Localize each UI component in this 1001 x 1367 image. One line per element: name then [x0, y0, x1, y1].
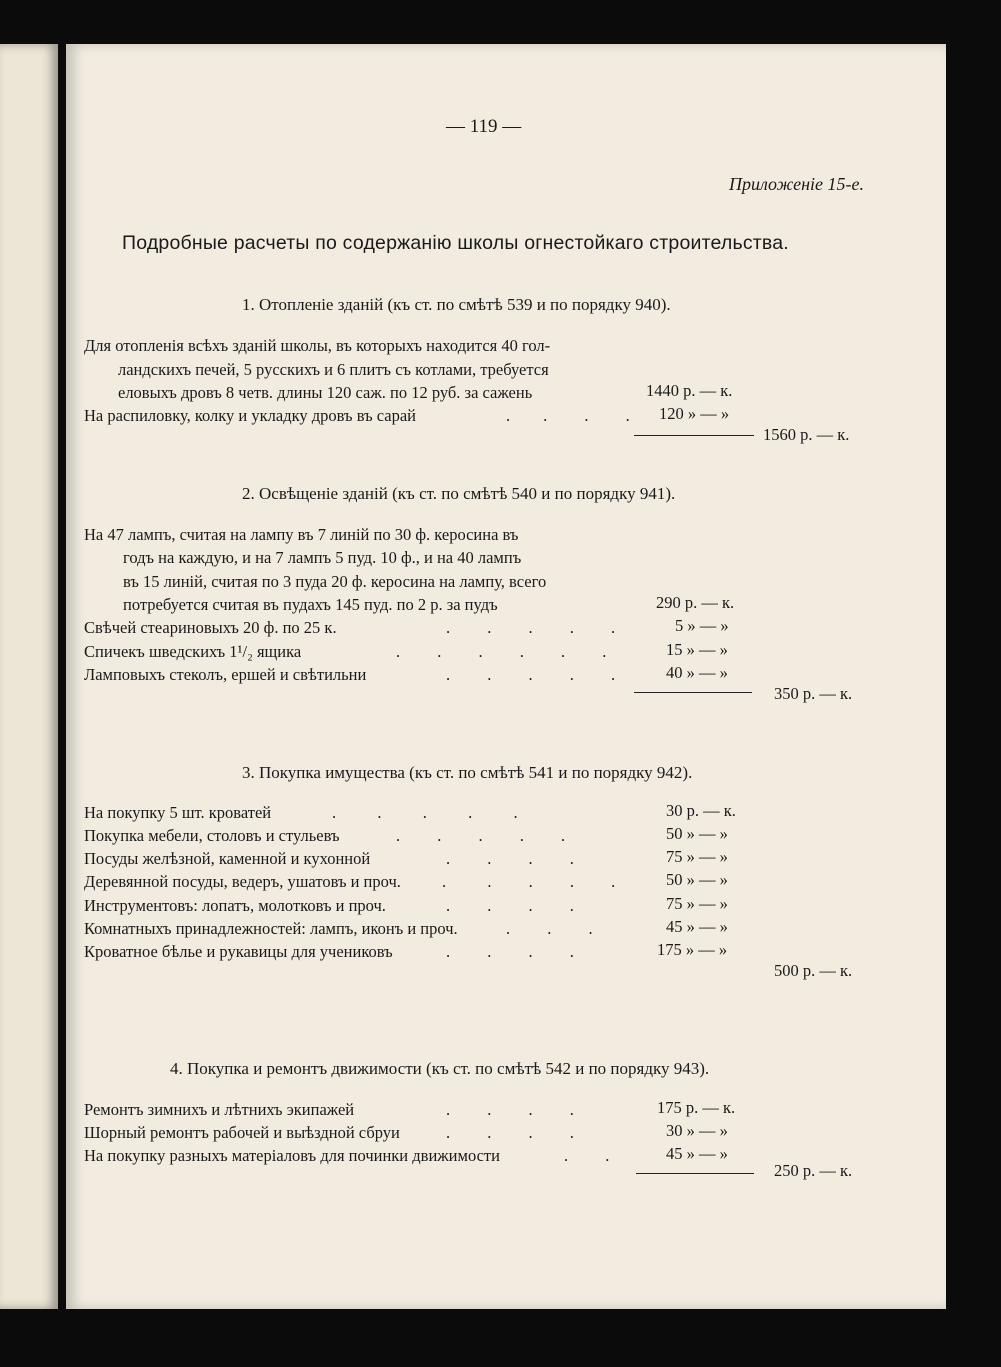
leader-dots: . . . . [446, 1123, 574, 1142]
section-2-line: Ламповыхъ стеколъ, ершей и свѣтильни [84, 665, 367, 684]
section-3-amount: 30 р. — к. [666, 801, 736, 820]
section-3-line: Комнатныхъ принадлежностей: лампъ, иконъ и проч. [84, 919, 458, 938]
section-2-line: На 47 лампъ, считая на лампу въ 7 линій по 30 ф. керосина въ [84, 525, 519, 544]
section-3-line: На покупку 5 шт. кроватей [84, 803, 272, 822]
section-4-total: 250 р. — к. [774, 1161, 853, 1180]
section-3-amount: 75 » — » [666, 894, 728, 913]
section-1-amount: 120 » — » [659, 404, 730, 423]
section-2-line: Свѣчей стеариновыхъ 20 ф. по 25 к. [84, 618, 337, 637]
leader-dots: . . . . [446, 849, 574, 868]
section-3-amount: 75 » — » [666, 847, 728, 866]
section-3-amount: 50 » — » [666, 824, 728, 843]
section-3-total: 500 р. — к. [774, 961, 853, 980]
section-2-line: годъ на каждую, и на 7 лампъ 5 пуд. 10 ф., и на 40 лампъ [123, 548, 522, 567]
section-3-line: Покупка мебели, столовъ и стульевъ [84, 826, 340, 845]
section-1-amount: 1440 р. — к. [646, 381, 733, 400]
section-2-line: Спичекъ шведскихъ 1¹/₂ ящика [84, 642, 302, 661]
book-page [66, 44, 946, 1309]
section-1-heading: 1. Отопленіе зданій (къ ст. по смѣтѣ 539 и по порядку 940). [242, 295, 671, 314]
leader-dots: . . . . . [446, 665, 616, 684]
section-3-amount: 50 » — » [666, 870, 728, 889]
leader-dots: . . [564, 1146, 610, 1165]
section-1-line: На распиловку, колку и укладку дровъ въ сарай [84, 406, 416, 425]
leader-dots: . . . . [446, 896, 574, 915]
section-1-total: 1560 р. — к. [763, 425, 850, 444]
sum-rule [634, 435, 754, 436]
leader-dots: . . . . [446, 1100, 574, 1119]
document-title: Подробные расчеты по содержанію школы огнестойкаго строительства. [122, 232, 789, 254]
section-2-heading: 2. Освѣщеніе зданій (къ ст. по смѣтѣ 540 и по порядку 941). [242, 484, 676, 503]
section-1-line: Для отопленія всѣхъ зданій школы, въ которыхъ находится 40 гол- [84, 336, 551, 355]
section-3-line: Инструментовъ: лопатъ, молотковъ и проч. [84, 896, 386, 915]
section-2-amount: 5 » — » [675, 616, 729, 635]
section-2-total: 350 р. — к. [774, 684, 853, 703]
leader-dots: . . . . [446, 942, 574, 961]
section-3-heading: 3. Покупка имущества (къ ст. по смѣтѣ 541 и по порядку 942). [242, 763, 693, 782]
section-4-heading: 4. Покупка и ремонтъ движимости (къ ст. по смѣтѣ 542 и по порядку 943). [170, 1059, 710, 1078]
section-4-amount: 45 » — » [666, 1144, 728, 1163]
section-4-line: Ремонтъ зимнихъ и лѣтнихъ экипажей [84, 1100, 355, 1119]
section-2-amount: 290 р. — к. [656, 593, 735, 612]
leader-dots: . . . . . [332, 803, 518, 822]
leader-dots: . . . . . [396, 826, 566, 845]
section-1-line: ландскихъ печей, 5 русскихъ и 6 плитъ съ котлами, требуется [118, 360, 549, 379]
leader-dots: . . . . [506, 406, 630, 425]
sum-rule [636, 1173, 754, 1174]
section-4-amount: 30 » — » [666, 1121, 728, 1140]
section-4-line: Шорный ремонтъ рабочей и выѣздной сбруи [84, 1123, 400, 1142]
leader-dots: . . . . . [442, 872, 616, 891]
leader-dots: . . . [506, 919, 593, 938]
left-page-edge [0, 44, 58, 1309]
sum-rule [634, 692, 752, 693]
page-number: — 119 — [446, 116, 522, 137]
section-2-amount: 15 » — » [666, 640, 728, 659]
section-3-amount: 45 » — » [666, 917, 728, 936]
section-3-line: Деревянной посуды, ведеръ, ушатовъ и проч. [84, 872, 401, 891]
section-3-amount: 175 » — » [657, 940, 728, 959]
section-3-line: Посуды желѣзной, каменной и кухонной [84, 849, 371, 868]
appendix-label: Приложеніе 15-е. [728, 174, 864, 194]
section-3-line: Кроватное бѣлье и рукавицы для учениковъ [84, 942, 393, 961]
leader-dots: . . . . . [446, 618, 616, 637]
section-4-line: На покупку разныхъ матеріаловъ для починки движимости [84, 1146, 500, 1165]
section-4-amount: 175 р. — к. [657, 1098, 736, 1117]
section-2-line: потребуется считая въ пудахъ 145 пуд. по 2 р. за пудъ [123, 595, 498, 614]
leader-dots: . . . . . . [396, 642, 607, 661]
section-1-line: еловыхъ дровъ 8 четв. длины 120 саж. по 12 руб. за сажень [118, 383, 533, 402]
section-2-line: въ 15 линій, считая по 3 пуда 20 ф. керосина на лампу, всего [123, 572, 547, 591]
section-2-amount: 40 » — » [666, 663, 728, 682]
